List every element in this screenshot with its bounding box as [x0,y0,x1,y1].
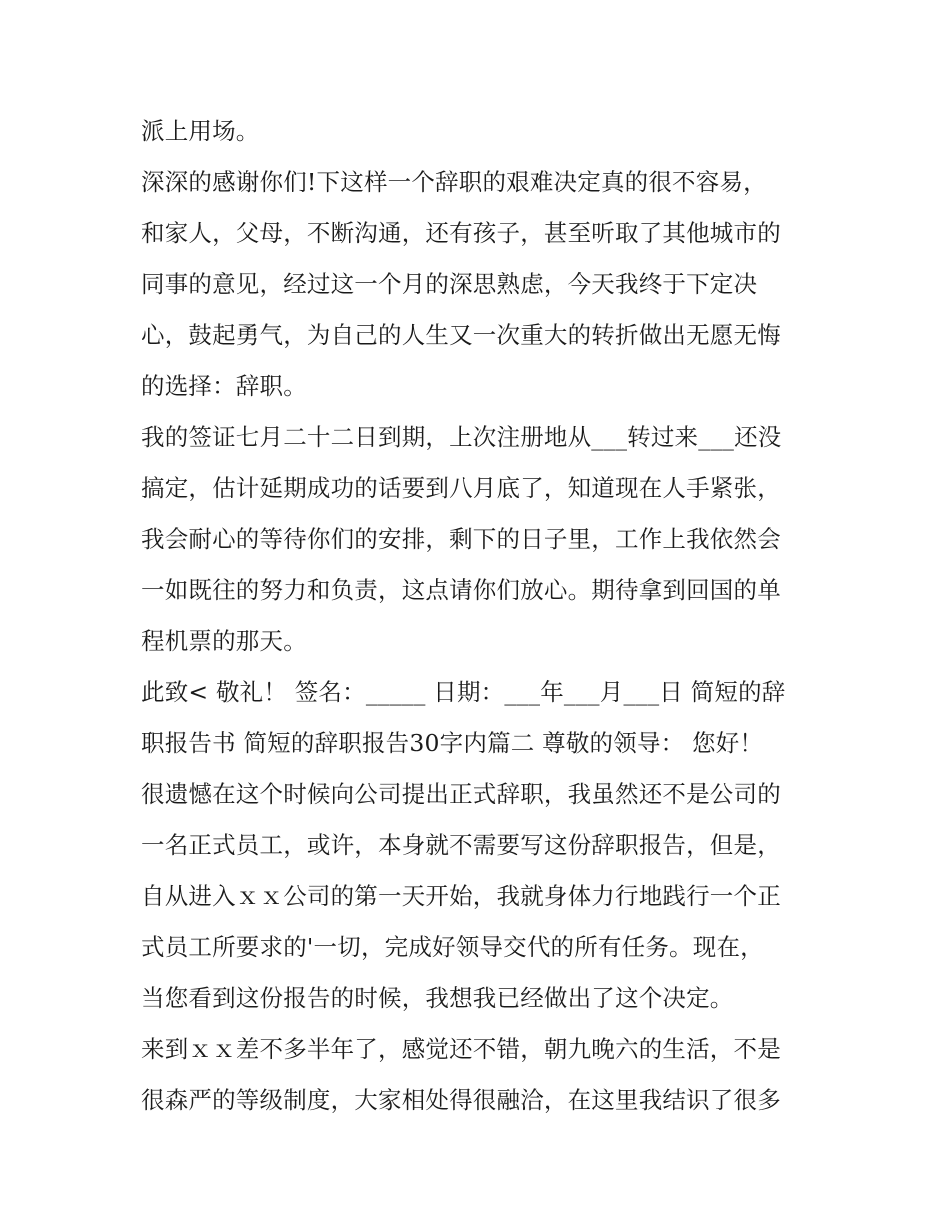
document-body [141,108,821,1128]
text-line: 深深的感谢你们!下这样一个辞职的艰难决定真的很不容易， [141,168,767,196]
text-line: 的选择：辞职。 [141,372,307,400]
text-line: 职报告书 简短的辞职报告30字内篇二 尊敬的领导： 您好！ [141,729,764,757]
text-line: 和家人，父母，不断沟通，还有孩子，甚至听取了其他城市的 [141,219,781,247]
text-line: 我的签证七月二十二日到期，上次注册地从___转过来___还没 [141,423,782,451]
text-line: 同事的意见，经过这一个月的深思熟虑，今天我终于下定决 [141,270,758,298]
text-line: 很遗憾在这个时候向公司提出正式辞职，我虽然还不是公司的 [141,780,781,808]
text-line: 一如既往的努力和负责，这点请你们放心。期待拿到回国的单 [141,576,781,604]
text-line: 来到ｘｘ差不多半年了，感觉还不错，朝九晚六的生活，不是 [141,1035,781,1063]
text-line: 心，鼓起勇气，为自己的人生又一次重大的转折做出无愿无悔 [141,321,781,349]
text-line: 搞定，估计延期成功的话要到八月底了，知道现在人手紧张， [141,474,781,502]
text-line: 此致< 敬礼！ 签名：_____ 日期：___年___月___日 简短的辞 [141,678,786,706]
text-line: 当您看到这份报告的时候，我想我已经做出了这个决定。 [141,984,734,1012]
text-line: 一名正式员工，或许，本身就不需要写这份辞职报告，但是， [141,831,781,859]
text-line: 派上用场。 [141,117,260,145]
text-line: 很森严的等级制度，大家相处得很融洽，在这里我结识了很多 [141,1086,781,1114]
text-line: 式员工所要求的'一切，完成好领导交代的所有任务。现在， [141,933,764,961]
text-line: 自从进入ｘｘ公司的第一天开始，我就身体力行地践行一个正 [141,882,781,910]
text-line: 程机票的那天。 [141,627,307,655]
text-line: 我会耐心的等待你们的安排，剩下的日子里，工作上我依然会 [141,525,781,553]
